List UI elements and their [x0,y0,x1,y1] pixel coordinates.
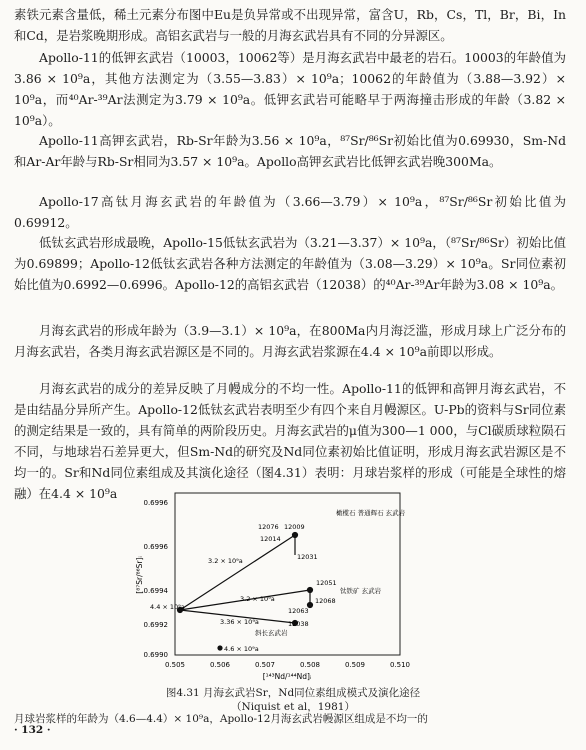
paragraph-2: Apollo-11的低钾玄武岩（10003，10062等）是月海玄武岩中最老的岩石。10003的年龄值为3.86 × 10⁹a，其他方法测定为（3.55—3.83）× 10⁹a；10062的年龄值为（3.88—3.92）× 10⁹a，而⁴⁰Ar-³⁹Ar法测定为3.79 × 10⁹a。低钾玄武岩可能略早于两海撞击形成的年龄（3.82 × 10⁹a）。 [14,50,570,128]
paragraph-7: 月海玄武岩的成分的差异反映了月幔成分的不均一性。Apollo-11的低钾和高钾月海玄武岩，不是由结晶分异所产生。Apollo-12低钛玄武岩表明至少有四个来自月幔源区。U-Pb的资料与Sr同位素的测定结果是一致的，具有简单的两阶段历史。月海玄武岩的μ值为300—1 000，与Cl碳质球粒陨石不同，与地球岩石差异更大，但Sm-Nd的研究及Nd同位素初始比值证明，形成月海玄武岩源区是不均一的。Sr和Nd同位素组成及其演化途径（图4.31）表明：月球岩浆样的形成（可能是全球性的熔融）在4.4 × 10⁹a [14,381,566,501]
y-axis-label: [⁸⁷Sr/⁸⁶Sr]ᵢ [135,556,144,594]
paragraph-3: Apollo-11高钾玄武岩，Rb-Sr年龄为3.56 × 10⁹a，⁸⁷Sr/⁸⁶Sr初始比值为0.69930，Sm-Nd和Ar-Ar年龄与Rb-Sr相同为3.57 × 10⁹a。Apollo高钾玄武岩比低钾玄武岩晚300Ma。 [14,133,566,169]
figure-source: （Niquist et al，1981） [231,701,355,713]
figure-caption: 图4.31 月海玄武岩Sr，Nd同位素组成模式及演化途径 [165,687,421,699]
sample-label: 12009 [284,523,305,531]
paragraph-1: 素铁元素含量低，稀土元素分布图中Eu是负异常或不出现异常，富含U，Rb，Cs，Tl，Br，Bi，In和Cd，是岩浆晚期形成。高铝玄武岩与一般的月海玄武岩具有不同的分异源区。 [14,7,566,43]
group-label-olivine: 橄榄石 普通辉石 玄武岩 [336,509,406,517]
sample-label: 12014 [260,535,281,543]
sample-label: 12038 [288,620,309,628]
y-tick-label: 0.6996 [143,499,168,507]
evolution-lines [178,533,313,651]
y-tick-label: 0.6990 [143,651,168,659]
x-tick-label: 0.506 [209,661,231,669]
x-tick-label: 0.509 [344,661,366,669]
sample-label: 12068 [315,597,336,605]
sample-label: 12063 [288,607,309,615]
paragraph-4: Apollo-17高钛月海玄武岩的年龄值为（3.66—3.79）× 10⁹a，⁸⁷Sr/⁸⁶Sr初始比值为0.69912。 [14,194,566,230]
age-label: 3.2 × 10⁹a [240,595,275,603]
group-label-ilmenite: 钛铁矿 玄武岩 [340,587,382,595]
figure-sr-nd-plot [120,485,420,685]
page-number: · 132 · [14,724,51,736]
x-tick-label: 0.508 [299,661,321,669]
x-tick-label: 0.505 [164,661,186,669]
y-tick-label: 0.6994 [143,587,168,595]
paragraph-5: 低钛玄武岩形成最晚，Apollo-15低钛玄武岩为（3.21—3.37）× 10⁹a，（⁸⁷Sr/⁸⁶Sr）初始比值为0.69899；Apollo-12低钛玄武岩各种方法测定的年龄值为（3.08—3.29）× 10⁹a。Sr同位素初始比值为0.6992—0.6996。Apollo-12的高铝玄武岩（12038）的⁴⁰Ar-³⁹Ar年龄为3.08 × 10⁹a。 [14,235,566,292]
figure-note: 月球岩浆样的年龄为（4.6—4.4）× 10⁹a，Apollo-12月海玄武岩幔源区组成是不均一的 [14,713,428,725]
age-label: 3.2 × 10⁹a [208,557,243,565]
sample-label: 12076 [258,523,279,531]
age-label: 4.6 × 10⁹a [224,645,259,653]
sample-label: 12031 [297,553,318,561]
sample-label: 12051 [316,579,337,587]
y-tick-label: 0.6996 [143,543,168,551]
y-tick-label: 0.6992 [143,621,168,629]
x-tick-label: 0.510 [389,661,411,669]
age-label: 4.4 × 10⁹a [150,603,185,611]
paragraph-6: 月海玄武岩的形成年龄为（3.9—3.1）× 10⁹a，在800Ma内月海泛滥，形成月球上广泛分布的月海玄武岩，各类月海玄武岩源区是不同的。月海玄武岩浆源在4.4 × 10⁹a前即以形成。 [14,323,566,359]
sr-nd-diagram [120,485,420,685]
age-label: 3.36 × 10⁹a [220,618,259,626]
x-tick-label: 0.507 [254,661,276,669]
group-label-plagioclase: 斜长玄武岩 [255,629,288,637]
x-axis-label: [¹⁴³Nd/¹⁴⁴Nd]ᵢ [262,672,312,681]
